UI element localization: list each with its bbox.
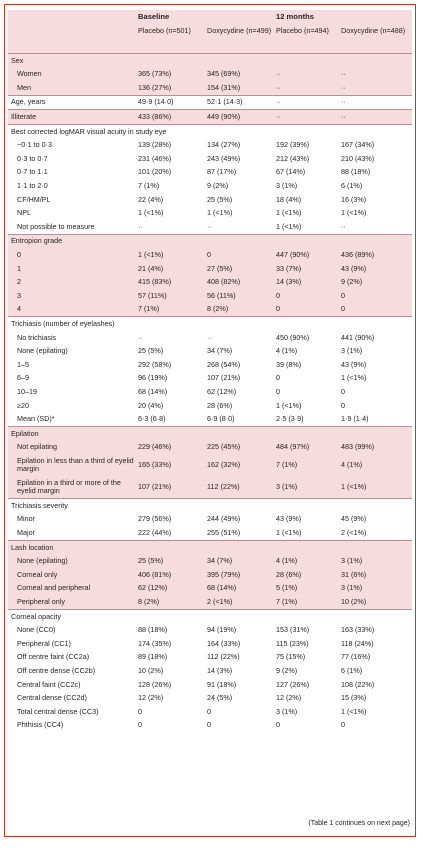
table-cell: [338, 427, 412, 441]
table-cell: 28 (6%): [273, 568, 338, 582]
row-label: Corneal opacity: [8, 609, 135, 623]
table-cell: 112 (22%): [204, 476, 273, 499]
table-cell: [204, 499, 273, 513]
table-cell: 192 (39%): [276, 140, 310, 150]
table-cell: 1 (<1%): [341, 373, 367, 383]
table-row: [8, 568, 412, 582]
table-cell: 231 (46%): [138, 153, 172, 163]
table-row: [8, 166, 412, 180]
table-cell: 25 (5%): [135, 555, 204, 569]
row-label: Off centre faint (CC2a): [17, 652, 90, 662]
table-cell: 57 (11%): [135, 289, 204, 303]
table-cell: 10 (2%): [338, 595, 412, 609]
table-cell: [135, 317, 204, 331]
table-cell: ··: [338, 68, 412, 82]
table-cell: 43 (9%): [276, 514, 302, 524]
section-row: [8, 499, 412, 513]
table-cell: 12 (2%): [138, 693, 164, 703]
row-label: Minor: [17, 514, 35, 524]
row-label: None (epilating): [17, 346, 68, 356]
row-label: Lash location: [8, 541, 135, 555]
table-cell: 162 (32%): [204, 454, 273, 476]
table-cell: 483 (99%): [338, 441, 412, 455]
row-label: None (CC0): [17, 625, 56, 635]
table-cell: 34 (7%): [204, 555, 273, 569]
row-label: ≥20: [17, 400, 29, 410]
table-cell: 212 (43%): [276, 153, 310, 163]
table-row: [8, 358, 412, 372]
table-row: [8, 678, 412, 692]
table-row: [8, 385, 412, 399]
table-cell: 406 (81%): [135, 568, 204, 582]
table-row: [8, 179, 412, 193]
table-cell: 56 (11%): [204, 289, 273, 303]
table-row: [8, 664, 412, 678]
table-cell: 1 (<1%): [341, 208, 367, 218]
table-cell: [204, 124, 273, 138]
table-cell: 6 (1%): [341, 181, 363, 190]
table-cell: 450 (90%): [276, 332, 310, 342]
table-cell: 4 (1%): [276, 346, 298, 356]
table-cell: 8 (2%): [135, 595, 204, 609]
table-cell: 1 (<1%): [276, 221, 302, 231]
table-cell: 3 (1%): [276, 706, 298, 716]
table-cell: 1 (<1%): [276, 528, 302, 538]
row-label: No trichiasis: [17, 332, 57, 342]
table-cell: ··: [207, 332, 212, 342]
table-row: [8, 412, 412, 426]
table-cell: 6 (1%): [341, 666, 363, 675]
table-cell: 88 (18%): [138, 625, 168, 635]
table-cell: [338, 609, 412, 623]
table-row: [8, 705, 412, 719]
table-cell: 433 (86%): [135, 110, 204, 125]
row-label: NPL: [17, 208, 31, 218]
col-header: Doxycydine (n=499): [204, 24, 273, 54]
table-row: [8, 303, 412, 317]
table-cell: 0: [338, 289, 412, 303]
row-label: 1·1 to 2·0: [17, 181, 48, 190]
table-cell: 0: [207, 706, 211, 716]
section-row: [8, 317, 412, 331]
row-label: Women: [8, 68, 135, 82]
table-cell: 1 (<1%): [207, 208, 233, 218]
row-label: 4: [8, 303, 135, 317]
table-cell: 112 (22%): [207, 652, 240, 662]
table-cell: 20 (4%): [138, 400, 164, 410]
table-cell: 27 (5%): [204, 262, 273, 276]
section-row: [8, 95, 412, 110]
table-cell: 0: [138, 720, 142, 730]
table-cell: 34 (7%): [207, 346, 233, 356]
table-cell: 68 (14%): [138, 386, 168, 396]
12-months-header: 12 months: [273, 10, 412, 24]
table-cell: 449 (90%): [204, 110, 273, 125]
table-cell: 0: [276, 720, 280, 730]
table-cell: 43 (9%): [338, 262, 412, 276]
table-cell: 225 (45%): [204, 441, 273, 455]
table-cell: [273, 124, 338, 138]
table-cell: [273, 499, 338, 513]
row-label: Epilation in less than a third of eyelid margin: [8, 454, 135, 476]
table-cell: 7 (1%): [273, 595, 338, 609]
table-cell: 5 (1%): [273, 582, 338, 596]
table-cell: 3 (1%): [276, 181, 298, 190]
table-cell: 7 (1%): [273, 454, 338, 476]
table-cell: 127 (26%): [276, 679, 310, 689]
table-cell: 436 (89%): [338, 248, 412, 262]
table-row: [8, 139, 412, 153]
header-row-periods: [8, 10, 412, 24]
table-cell: 115 (23%): [276, 638, 309, 648]
table-cell: 7 (1%): [138, 181, 160, 190]
table-cell: ··: [341, 221, 346, 231]
table-cell: 21 (4%): [135, 262, 204, 276]
table-cell: [204, 234, 273, 248]
table-cell: 0: [276, 386, 280, 396]
row-label: 2: [8, 276, 135, 290]
row-label: Age, years: [8, 95, 135, 110]
table-cell: ··: [338, 81, 412, 95]
table-cell: 1 (<1%): [341, 706, 367, 716]
table-row: [8, 555, 412, 569]
table-cell: 153 (31%): [276, 625, 310, 635]
table-cell: 447 (90%): [273, 248, 338, 262]
table-cell: 139 (28%): [138, 140, 172, 150]
table-cell: ··: [138, 221, 143, 231]
table-cell: 6·3 (6·8): [138, 414, 166, 424]
table-row: [8, 441, 412, 455]
table-row: [8, 152, 412, 166]
table-cell: 62 (12%): [135, 582, 204, 596]
table-cell: 14 (3%): [207, 666, 233, 675]
table-cell: [204, 317, 273, 331]
row-label: Total central dense (CC3): [17, 706, 99, 716]
table-cell: 107 (21%): [135, 476, 204, 499]
table-cell: [204, 541, 273, 555]
row-label: Central faint (CC2c): [17, 679, 81, 689]
table-cell: 118 (24%): [341, 638, 374, 648]
table-continuation-note: (Table 1 continues on next page): [308, 820, 410, 827]
table-cell: 0: [207, 720, 211, 730]
col-header: Placebo (n=494): [273, 24, 338, 54]
row-label: Best corrected logMAR visual acuity in study eye: [8, 124, 135, 138]
section-row: [8, 541, 412, 555]
row-label: Entropion grade: [8, 234, 135, 248]
table-cell: 441 (90%): [341, 332, 375, 342]
table-cell: ··: [338, 95, 412, 110]
table-cell: [273, 427, 338, 441]
table-cell: ··: [338, 110, 412, 125]
row-label: Off centre dense (CC2b): [17, 666, 96, 675]
table-cell: 1 (<1%): [338, 476, 412, 499]
table-row: [8, 262, 412, 276]
section-row: [8, 124, 412, 138]
table-cell: [135, 609, 204, 623]
table-row: [8, 344, 412, 358]
table-cell: 484 (97%): [273, 441, 338, 455]
table-cell: [135, 54, 204, 68]
table-cell: [338, 124, 412, 138]
table-cell: [338, 499, 412, 513]
table-row: [8, 476, 412, 499]
table-cell: 0: [276, 373, 280, 383]
table-cell: 2·5 (3·9): [276, 414, 304, 424]
table-cell: 243 (49%): [207, 153, 241, 163]
row-label: Not epilating: [8, 441, 135, 455]
table-cell: 108 (22%): [341, 679, 375, 689]
table-cell: 2 (<1%): [204, 595, 273, 609]
table-row: [8, 637, 412, 651]
table-cell: 62 (12%): [207, 386, 237, 396]
table-row: [8, 719, 412, 733]
table-cell: 89 (18%): [138, 652, 168, 662]
table-row: [8, 372, 412, 386]
table-cell: 7 (1%): [135, 303, 204, 317]
table-cell: 8 (2%): [204, 303, 273, 317]
table-cell: 39 (8%): [276, 359, 302, 369]
table-cell: 415 (83%): [135, 276, 204, 290]
row-label: Phthisis (CC4): [17, 720, 64, 730]
row-label: 10–19: [17, 386, 37, 396]
row-label: Epilation in a third or more of the eyelid margin: [8, 476, 135, 499]
row-label: None (epilating): [8, 555, 135, 569]
table-cell: [204, 427, 273, 441]
table-cell: [338, 234, 412, 248]
row-label: 0: [8, 248, 135, 262]
table-row: [8, 248, 412, 262]
table-cell: 0: [341, 386, 345, 396]
table-row: [8, 399, 412, 413]
row-label: 3: [8, 289, 135, 303]
table-cell: 9 (2%): [338, 276, 412, 290]
table-cell: 292 (58%): [138, 359, 172, 369]
table-cell: 31 (6%): [338, 568, 412, 582]
table-cell: 1 (<1%): [276, 400, 302, 410]
table-row: [8, 68, 412, 82]
table-cell: 3 (1%): [338, 555, 412, 569]
table-row: [8, 207, 412, 221]
table-cell: 16 (3%): [341, 194, 367, 204]
row-label: Corneal and peripheral: [8, 582, 135, 596]
table-row: [8, 595, 412, 609]
row-label: 1–5: [17, 359, 29, 369]
table-row: [8, 454, 412, 476]
row-label: Epilation: [8, 427, 135, 441]
table-row: [8, 582, 412, 596]
table-cell: 395 (79%): [204, 568, 273, 582]
table-cell: [338, 317, 412, 331]
table-cell: 14 (3%): [273, 276, 338, 290]
table-cell: 22 (4%): [138, 194, 164, 204]
table-cell: 222 (44%): [138, 528, 172, 538]
table-cell: ··: [273, 68, 338, 82]
table-cell: [135, 499, 204, 513]
table-cell: 12 (2%): [276, 693, 302, 703]
table-cell: 67 (14%): [276, 167, 306, 177]
table-cell: 164 (33%): [207, 638, 241, 648]
table-row: [8, 331, 412, 345]
table-cell: 268 (54%): [207, 359, 241, 369]
table-cell: 1 (<1%): [276, 208, 302, 218]
table-row: [8, 513, 412, 527]
table-cell: 75 (15%): [276, 652, 306, 662]
table-cell: 255 (51%): [207, 528, 241, 538]
table-cell: 167 (34%): [341, 140, 375, 150]
table-cell: 3 (1%): [338, 582, 412, 596]
table-cell: [273, 541, 338, 555]
table-cell: [273, 234, 338, 248]
table-cell: [273, 609, 338, 623]
table-cell: ··: [138, 332, 143, 342]
table-cell: 4 (1%): [273, 555, 338, 569]
row-label: CF/HM/PL: [17, 194, 51, 204]
table-cell: [204, 609, 273, 623]
row-label: Central dense (CC2d): [17, 693, 87, 703]
row-label: 0·7 to 1·1: [17, 167, 48, 177]
table-cell: [338, 541, 412, 555]
table-cell: 9 (2%): [276, 666, 298, 675]
table-cell: 408 (82%): [204, 276, 273, 290]
table-cell: 91 (18%): [207, 679, 237, 689]
table-cell: 345 (69%): [204, 68, 273, 82]
table-cell: 96 (19%): [138, 373, 168, 383]
table-cell: 9 (2%): [207, 181, 229, 190]
row-label: −0·1 to 0·3: [17, 140, 52, 150]
row-label: Not possible to measure: [17, 221, 95, 231]
table-row: [8, 276, 412, 290]
table-cell: 28 (6%): [207, 400, 233, 410]
table-cell: 10 (2%): [138, 666, 164, 675]
table-cell: 68 (14%): [204, 582, 273, 596]
table-row: [8, 220, 412, 234]
col-header: Placebo (n=501): [135, 24, 204, 54]
row-label: Peripheral only: [8, 595, 135, 609]
table-cell: 365 (73%): [135, 68, 204, 82]
row-label: Men: [8, 81, 135, 95]
table-cell: 174 (35%): [138, 638, 172, 648]
row-label: Corneal only: [8, 568, 135, 582]
table-cell: 15 (3%): [341, 693, 367, 703]
table-cell: ··: [273, 95, 338, 110]
row-label: 0·3 to 0·7: [17, 153, 48, 163]
table-cell: 244 (49%): [207, 514, 241, 524]
table-row: [8, 193, 412, 207]
table-cell: 88 (18%): [341, 167, 371, 177]
table-row: [8, 81, 412, 95]
table-cell: 1 (<1%): [135, 248, 204, 262]
section-row: [8, 54, 412, 68]
baseline-header: Baseline: [135, 10, 273, 24]
row-label: Peripheral (CC1): [17, 638, 71, 648]
row-label: 6–9: [17, 373, 29, 383]
table-cell: 3 (1%): [273, 476, 338, 499]
section-row: [8, 427, 412, 441]
table-cell: [338, 54, 412, 68]
row-label: Sex: [8, 54, 135, 68]
table-cell: 210 (43%): [341, 153, 375, 163]
section-row: [8, 110, 412, 125]
table-cell: 87 (17%): [207, 167, 237, 177]
table-cell: 165 (33%): [135, 454, 204, 476]
table-cell: 0: [204, 248, 273, 262]
table-cell: 154 (31%): [204, 81, 273, 95]
table-cell: 0: [273, 303, 338, 317]
table-cell: ··: [273, 110, 338, 125]
table-cell: [204, 54, 273, 68]
table-cell: [135, 427, 204, 441]
table-cell: ··: [207, 221, 212, 231]
table-cell: 0: [338, 303, 412, 317]
table-row: [8, 624, 412, 638]
table-cell: 24 (5%): [207, 693, 233, 703]
section-row: [8, 234, 412, 248]
baseline-characteristics-table: [8, 10, 412, 732]
table-cell: [273, 54, 338, 68]
table-cell: 0: [341, 400, 345, 410]
table-cell: 4 (1%): [338, 454, 412, 476]
table-cell: 49·9 (14·0): [135, 95, 204, 110]
table-cell: [135, 234, 204, 248]
table-cell: 279 (56%): [138, 514, 172, 524]
table-cell: 18 (4%): [276, 194, 302, 204]
table-cell: 25 (5%): [138, 346, 164, 356]
row-label: Trichiasis (number of eyelashes): [8, 317, 135, 331]
table-cell: 94 (19%): [207, 625, 237, 635]
table-cell: 45 (9%): [341, 514, 367, 524]
table-cell: 136 (27%): [135, 81, 204, 95]
table-cell: 25 (5%): [207, 194, 233, 204]
table-cell: 6·9 (8·0): [207, 414, 235, 424]
table-cell: 134 (27%): [207, 140, 241, 150]
table-row: [8, 289, 412, 303]
table-cell: 52·1 (14·3): [204, 95, 273, 110]
table-row: [8, 526, 412, 540]
row-label: Trichiasis severity: [8, 499, 135, 513]
table-cell: 101 (20%): [138, 167, 172, 177]
table-cell: 0: [138, 706, 142, 716]
table-cell: 0: [273, 289, 338, 303]
col-header: Doxycydine (n=488): [338, 24, 412, 54]
section-row: [8, 609, 412, 623]
table-cell: ··: [273, 81, 338, 95]
table-cell: [135, 541, 204, 555]
row-label: 1: [8, 262, 135, 276]
row-label: Major: [17, 528, 35, 538]
table-cell: 128 (26%): [138, 679, 172, 689]
table-row: [8, 651, 412, 665]
table-cell: 163 (33%): [341, 625, 375, 635]
table-cell: 1·9 (1·4): [341, 414, 369, 424]
table-cell: 107 (21%): [207, 373, 241, 383]
table-cell: 33 (7%): [273, 262, 338, 276]
row-label: Mean (SD)*: [17, 414, 55, 424]
table-cell: 3 (1%): [341, 346, 363, 356]
table-cell: 229 (46%): [135, 441, 204, 455]
table-cell: [273, 317, 338, 331]
table-row: [8, 692, 412, 706]
table-cell: 77 (16%): [341, 652, 371, 662]
table-cell: 2 (<1%): [341, 528, 367, 538]
table-cell: 1 (<1%): [138, 208, 164, 218]
table-cell: 0: [341, 720, 345, 730]
header-row-groups: [8, 24, 412, 54]
row-label: Illiterate: [8, 110, 135, 125]
table-cell: 43 (9%): [341, 359, 367, 369]
